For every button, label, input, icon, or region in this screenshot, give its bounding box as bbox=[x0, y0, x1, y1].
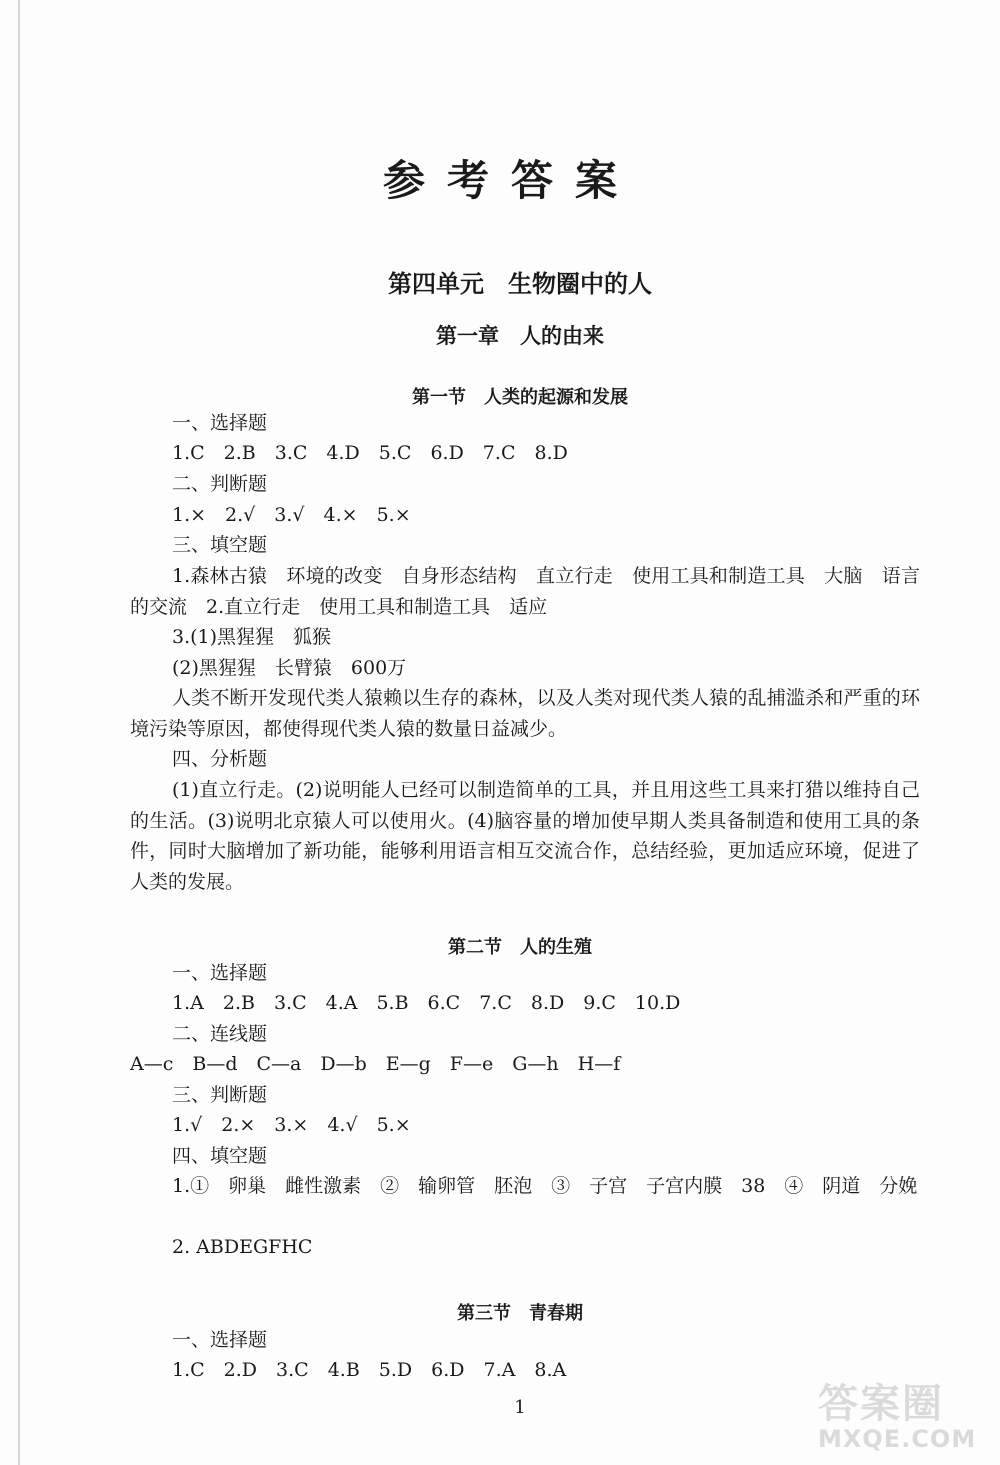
s3-choice-heading: 一、选择题 bbox=[172, 1329, 268, 1351]
s1-analysis-heading: 四、分析题 bbox=[172, 748, 268, 770]
s1-analysis-paragraph: (1)直立行走。(2)说明能人已经可以制造简单的工具，并且用这些工具来打猎以维持自己的生活。(3)说明北京猿人可以使用火。(4)脑容量的增加使早期人类具备制造和使用工具的条件，同时大脑增加了新功能，能够利用语言相互交流合作，总结经验，更加适应环境，促进了人类的发展。 bbox=[130, 779, 920, 893]
s1-judge-answers: 1.× 2.√ 3.√ 4.× 5.× bbox=[172, 504, 411, 526]
s1-fill-3-1: 3.(1)黑猩猩 狐猴 bbox=[172, 626, 332, 648]
watermark-bottom: MXQE.COM bbox=[818, 1425, 977, 1453]
s2-fill-2: 2. ABDEGFHC bbox=[172, 1236, 313, 1258]
s1-fill-paragraph: 1.森林古猿 环境的改变 自身形态结构 直立行走 使用工具和制造工具 大脑 语言的交流 2.直立行走 使用工具和制造工具 适应 bbox=[130, 565, 920, 618]
s2-match-heading: 二、连线题 bbox=[172, 1023, 268, 1045]
s2-fill-paragraph: 1.① 卵巢 雌性激素 ② 输卵管 胚泡 ③ 子宫 子宫内膜 38 ④ 阴道 分娩 bbox=[172, 1175, 918, 1197]
page-title: 参考答案 bbox=[382, 156, 639, 205]
s2-fill-heading: 四、填空题 bbox=[172, 1145, 268, 1167]
section-3-title: 第三节 青春期 bbox=[457, 1303, 583, 1324]
s1-fill-note: 人类不断开发现代类人猿赖以生存的森林，以及人类对现代类人猿的乱捕滥杀和严重的环境污染等原因，都使得现代类人猿的数量日益减少。 bbox=[130, 687, 920, 740]
unit-heading: 第四单元 生物圈中的人 bbox=[388, 270, 652, 298]
s2-judge-answers: 1.√ 2.× 3.× 4.√ 5.× bbox=[172, 1114, 411, 1136]
s3-choice-answers: 1.C 2.D 3.C 4.B 5.D 6.D 7.A 8.A bbox=[172, 1359, 567, 1381]
watermark-top: 答案圈 bbox=[818, 1381, 944, 1427]
s2-choice-heading: 一、选择题 bbox=[172, 962, 268, 984]
s1-choice-heading: 一、选择题 bbox=[172, 412, 268, 434]
section-2-title: 第二节 人的生殖 bbox=[448, 937, 592, 958]
chapter-heading: 第一章 人的由来 bbox=[436, 324, 604, 348]
s1-fill-heading: 三、填空题 bbox=[172, 534, 268, 556]
scan-edge bbox=[18, 0, 20, 1465]
watermark-logo bbox=[818, 1372, 993, 1457]
s2-choice-answers: 1.A 2.B 3.C 4.A 5.B 6.C 7.C 8.D 9.C 10.D bbox=[172, 992, 681, 1014]
s2-judge-heading: 三、判断题 bbox=[172, 1084, 268, 1106]
s1-fill-3-2: (2)黑猩猩 长臂猿 600万 bbox=[172, 657, 407, 679]
s1-choice-answers: 1.C 2.B 3.C 4.D 5.C 6.D 7.C 8.D bbox=[172, 442, 568, 464]
s2-match-answers: A—c B—d C—a D—b E—g F—e G—h H—f bbox=[130, 1053, 621, 1075]
page-number: 1 bbox=[514, 1397, 526, 1418]
s1-judge-heading: 二、判断题 bbox=[172, 473, 268, 495]
section-1-title: 第一节 人类的起源和发展 bbox=[412, 387, 628, 408]
